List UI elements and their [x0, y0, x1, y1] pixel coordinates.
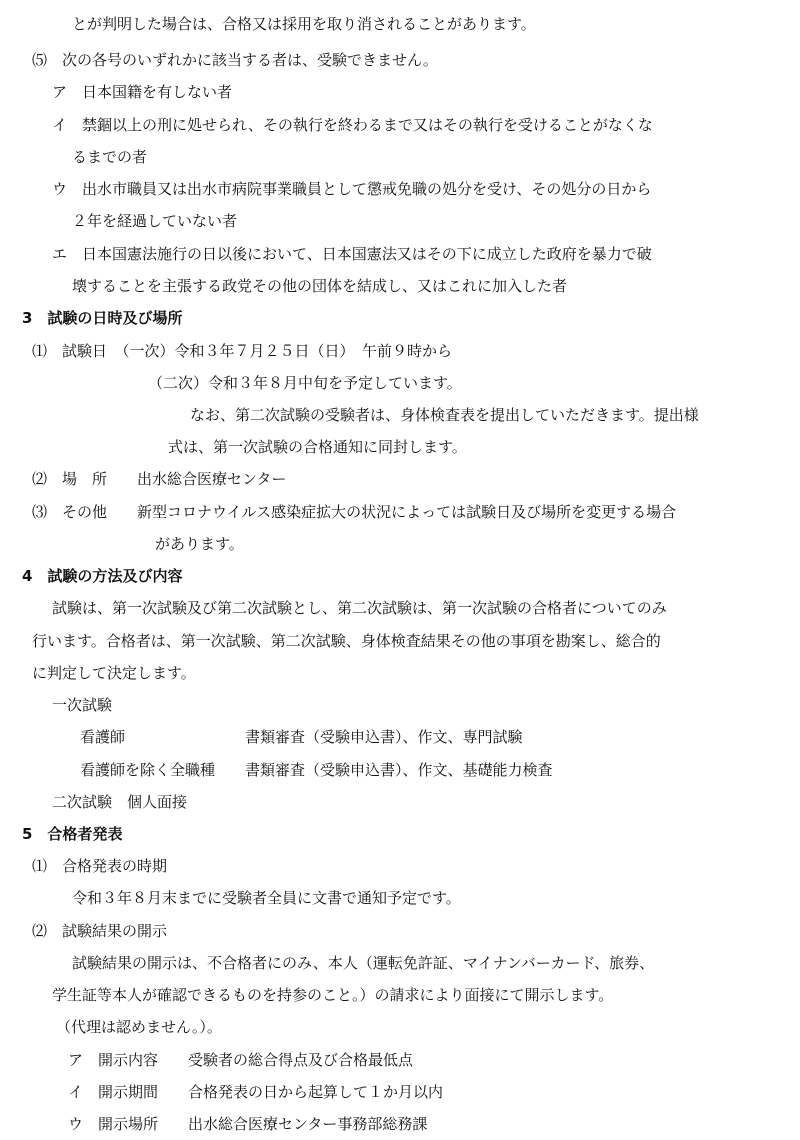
text-line: とが判明した場合は、合格又は採用を取り消されることがあります。 — [72, 15, 536, 33]
text-line: 令和３年８月末までに受験者全員に文書で通知予定です。 — [72, 889, 461, 907]
section-heading-3: 3 試験の日時及び場所 — [22, 309, 183, 327]
text-line: なお、第二次試験の受験者は、身体検査表を提出していただきます。提出様 — [190, 406, 699, 424]
sub-item-e: エ 日本国憲法施行の日以後において、日本国憲法又はその下に成立した政府を暴力で破 — [52, 245, 652, 263]
exam-row: 看護師を除く全職種 書類審査（受験申込書）、作文、基礎能力検査 — [80, 761, 553, 779]
list-item-1: ⑴ 合格発表の時期 — [32, 857, 168, 875]
list-item-2: ⑵ 試験結果の開示 — [32, 922, 168, 940]
paragraph-line: 試験結果の開示は、不合格者にのみ、本人（運転免許証、マイナンバーカード、旅券、 — [72, 954, 655, 972]
section-heading-4: 4 試験の方法及び内容 — [22, 567, 183, 585]
list-item-5: ⑸ 次の各号のいずれかに該当する者は、受験できません。 — [32, 51, 438, 69]
paragraph-line: 試験は、第一次試験及び第二次試験とし、第二次試験は、第一次試験の合格者についてのみ — [52, 599, 667, 617]
sub-item-u: ウ 開示場所 出水総合医療センター事務部総務課 — [68, 1115, 428, 1133]
text-line: るまでの者 — [72, 148, 148, 166]
paragraph-line: 行います。合格者は、第一次試験、第二次試験、身体検査結果その他の事項を勘案し、総合的 — [32, 632, 661, 650]
text-line: ２年を経過していない者 — [72, 212, 238, 230]
text-line: 二次試験 個人面接 — [52, 793, 188, 811]
text-line: 式は、第一次試験の合格通知に同封します。 — [168, 438, 467, 456]
sub-item-i: イ 開示期間 合格発表の日から起算して１か月以内 — [68, 1083, 444, 1101]
exam-row: 看護師 書類審査（受験申込書）、作文、専門試験 — [80, 728, 523, 746]
sub-item-i: イ 禁錮以上の刑に処せられ、その執行を終わるまで又はその執行を受けることがなくな — [52, 116, 653, 134]
text-line: 一次試験 — [52, 696, 113, 714]
paragraph-line: に判定して決定します。 — [32, 664, 196, 682]
text-line: （二次）令和３年８月中旬を予定しています。 — [148, 374, 462, 392]
sub-item-u: ウ 出水市職員又は出水市病院事業職員として懲戒免職の処分を受け、その処分の日から — [52, 180, 652, 198]
list-item-3: ⑶ その他 新型コロナウイルス感染症拡大の状況によっては試験日及び場所を変更する場合 — [32, 503, 677, 521]
list-item-2: ⑵ 場 所 出水総合医療センター — [32, 470, 287, 488]
sub-item-a: ア 開示内容 受験者の総合得点及び合格最低点 — [68, 1051, 414, 1069]
list-item-1: ⑴ 試験日 （一次）令和３年７月２５日（日） 午前９時から — [32, 342, 453, 360]
paragraph-line: 学生証等本人が確認できるものを持参のこと。）の請求により面接にて開示します。 — [52, 986, 614, 1004]
text-line: があります。 — [155, 535, 244, 553]
sub-item-a: ア 日本国籍を有しない者 — [52, 83, 233, 101]
section-heading-5: 5 合格者発表 — [22, 825, 123, 843]
text-line: 壊することを主張する政党その他の団体を結成し、又はこれに加入した者 — [72, 277, 568, 295]
text-line: （代理は認めません。）。 — [56, 1018, 222, 1036]
